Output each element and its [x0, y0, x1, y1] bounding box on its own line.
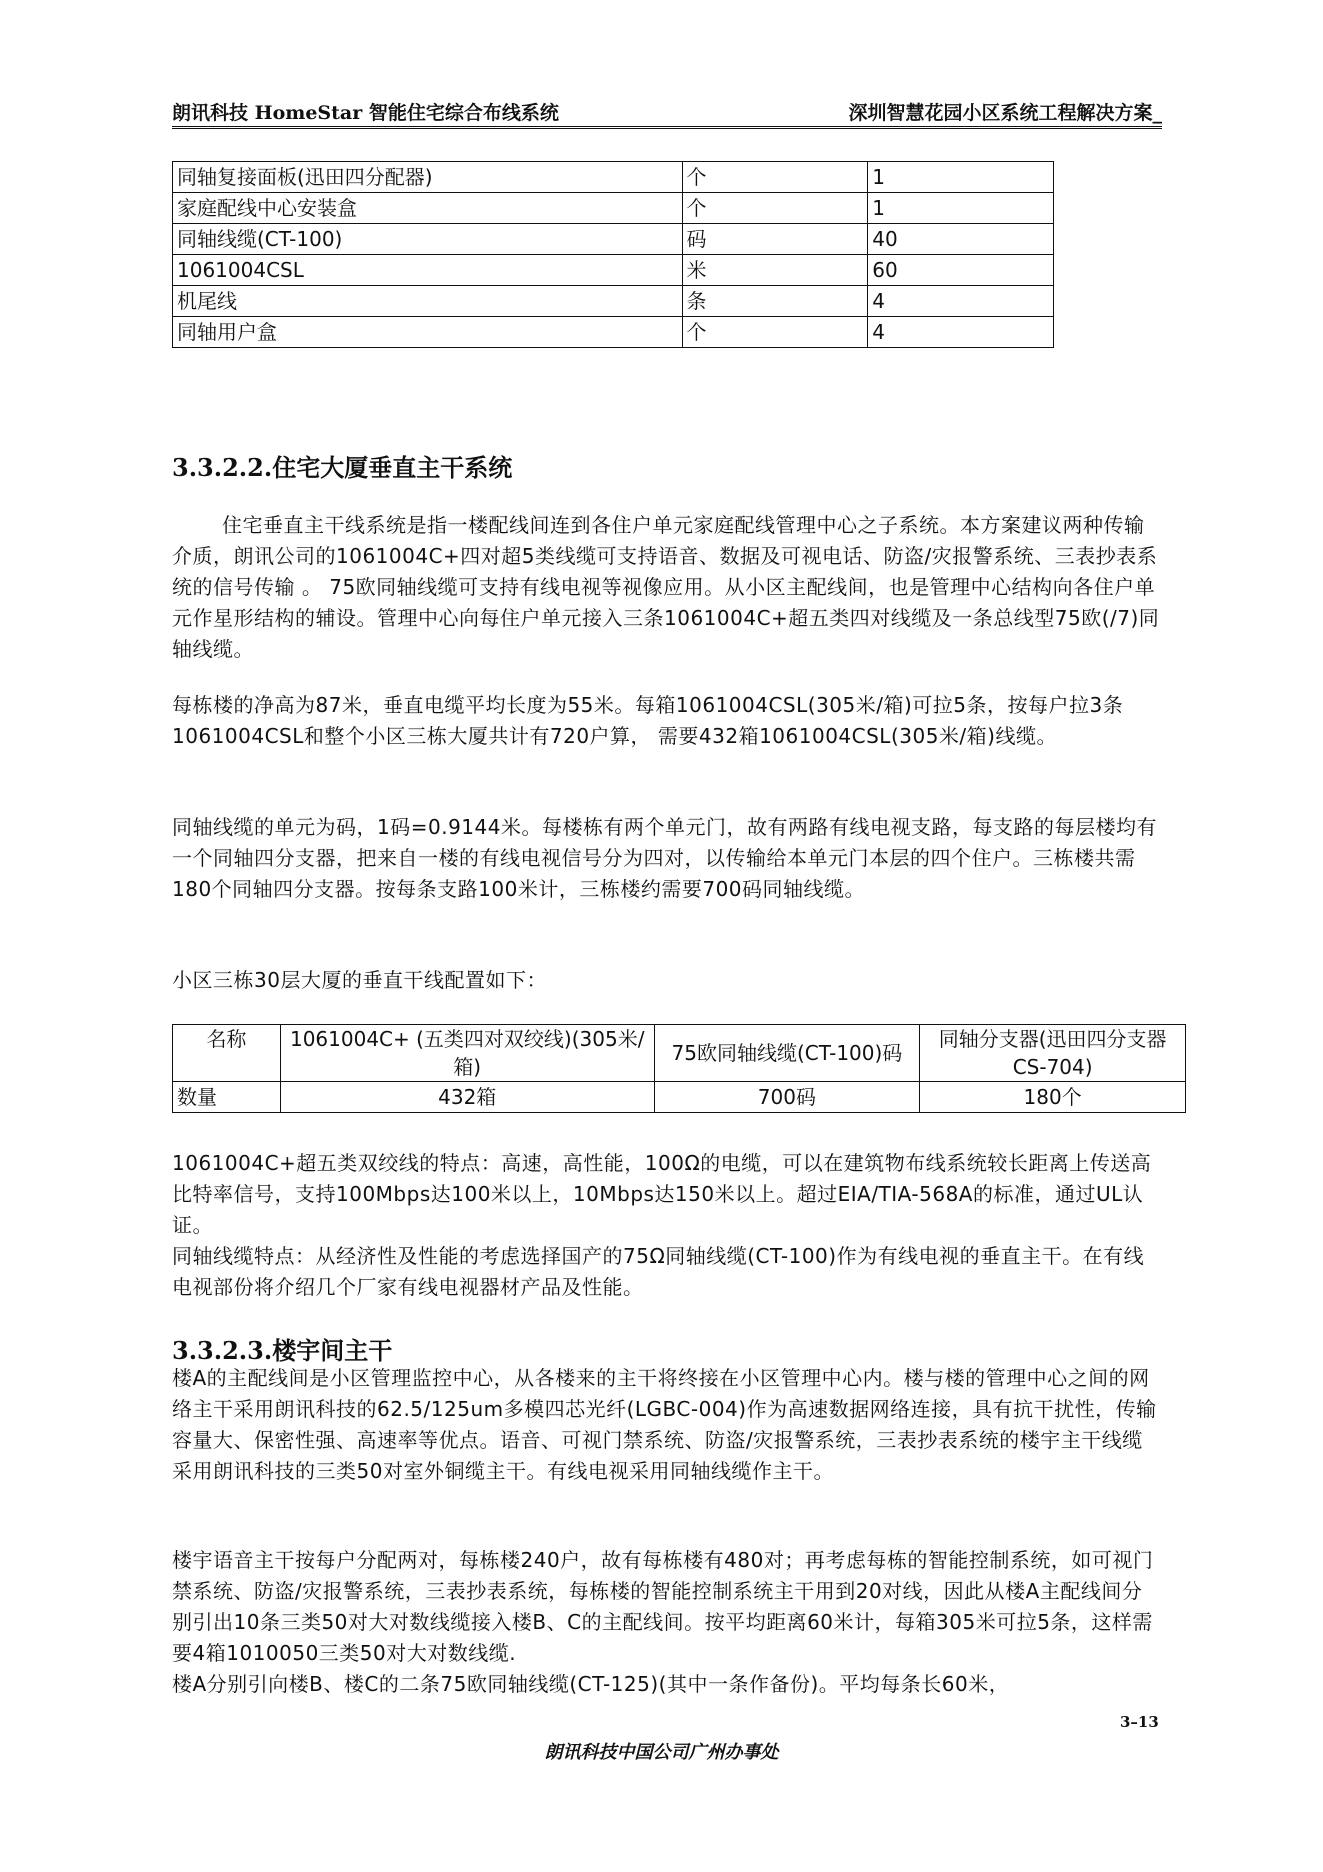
table-row [173, 1082, 1186, 1113]
table-cell: 432箱 [280, 1082, 654, 1113]
table-header-row [173, 1025, 1186, 1082]
table-row [173, 317, 1054, 348]
table-cell: 条 [682, 286, 868, 317]
materials-table-body [173, 162, 1054, 348]
paragraph-main-distribution: 楼A的主配线间是小区管理监控中心，从各楼来的主干将终接在小区管理中心内。楼与楼的管理中心之间的网络主干采用朗讯科技的62.5/125um多模四芯光纤(LGBC-004)作为高速数据网络连接，具有抗干扰性，传输容量大、保密性强、高速率等优点。语音、可视门禁系统、防盗/灾报警系统，三表抄表系统的楼宇主干线缆采用朗讯科技的三类50对室外铜缆主干。有线电视采用同轴线缆作主干。 [172, 1366, 1157, 1483]
section-heading-inter-building: 3.3.2.3.楼宇间主干 [172, 1336, 393, 1365]
table-cell: 1 [868, 162, 1054, 193]
header-left-title: 朗讯科技 HomeStar 智能住宅综合布线系统 [172, 102, 559, 124]
table-cell: 个 [682, 193, 868, 224]
table-cell: 180个 [920, 1082, 1186, 1113]
table-cell: 家庭配线中心安装盒 [173, 193, 683, 224]
table-cell: 同轴分支器(迅田四分支器 CS-704) [920, 1025, 1186, 1082]
table-cell: 个 [682, 317, 868, 348]
paragraph-coax-backbone: 楼A分别引向楼B、楼C的二条75欧同轴线缆(CT-125)(其中一条作备份)。平均每条长60米， [172, 1672, 1010, 1696]
table-cell: 同轴线缆(CT-100) [173, 224, 683, 255]
table-row [173, 224, 1054, 255]
table-cell: 同轴用户盒 [173, 317, 683, 348]
page-header [172, 92, 1162, 129]
paragraph-coax-features: 同轴线缆特点：从经济性及性能的考虑选择国产的75Ω同轴线缆(CT-100)作为有线电视的垂直主干。在有线电视部份将介绍几个厂家有线电视器材产品及性能。 [172, 1244, 1145, 1299]
table-cell: 1061004CSL [173, 255, 683, 286]
paragraph-voice-backbone: 楼宇语音主干按每户分配两对，每栋楼240户，故有每栋楼有480对；再考虑每栋的智能控制系统，如可视门禁系统、防盗/灾报警系统，三表抄表系统，每栋楼的智能控制系统主干用到20对线，因此从楼A主配线间分别引出10条三类50对大对数线缆接入楼B、C的主配线间。按平均距离60米计，每箱305米可拉5条，这样需要4箱1010050三类50对大对数线缆. [172, 1548, 1154, 1665]
page-number: 3–13 [1120, 1713, 1159, 1731]
table-cell: 同轴复接面板(迅田四分配器) [173, 162, 683, 193]
table-cell: 60 [868, 255, 1054, 286]
section-heading-vertical-backbone: 3.3.2.2.住宅大厦垂直主干系统 [172, 453, 513, 482]
paragraph-coax: 同轴线缆的单元为码，1码=0.9144米。每楼栋有两个单元门，故有两路有线电视支路，每支路的每层楼均有一个同轴四分支器，把来自一楼的有线电视信号分为四对，以传输给本单元门本层的四个住户。三栋楼共需180个同轴四分支器。按每条支路100米计，三栋楼约需要700码同轴线缆。 [172, 815, 1157, 901]
table-cell: 名称 [173, 1025, 281, 1082]
header-right-title: 深圳智慧花园小区系统工程解决方案_ [848, 102, 1162, 124]
table-cell: 个 [682, 162, 868, 193]
paragraph-cat5e-features: 1061004C+超五类双绞线的特点：高速，高性能，100Ω的电缆，可以在建筑物布线系统较长距离上传送高比特率信号，支持100Mbps达100米以上，10Mbps达150米以上。超过EIA/TIA-568A的标准，通过UL认证。 [172, 1151, 1152, 1237]
table-cell: 数量 [173, 1082, 281, 1113]
table-cell: 700码 [654, 1082, 920, 1113]
table-row [173, 162, 1054, 193]
paragraph-config-intro: 小区三栋30层大厦的垂直干线配置如下： [172, 968, 547, 992]
vertical-config-table [172, 1024, 1186, 1113]
table-cell: 40 [868, 224, 1054, 255]
paragraph-cable-length: 每栋楼的净高为87米，垂直电缆平均长度为55米。每箱1061004CSL(305米/箱)可拉5条，按每户拉3条1061004CSL和整个小区三栋大厦共计有720户算， 需要432箱1061004CSL(305米/箱)线缆。 [172, 693, 1124, 748]
table-cell: 机尾线 [173, 286, 683, 317]
table-cell: 1 [868, 193, 1054, 224]
paragraph-vertical-intro: 住宅垂直主干线系统是指一楼配线间连到各住户单元家庭配线管理中心之子系统。本方案建议两种传输介质，朗讯公司的1061004C+四对超5类线缆可支持语音、数据及可视电话、防盗/灾报警系统、三表抄表系统的信号传输 。 75欧同轴线缆可支持有线电视等视像应用。从小区主配线间，也是管理中心结构向各住户单元作星形结构的辅设。管理中心向每住户单元接入三条1061004C+超五类四对线缆及一条总线型75欧(/7)同轴线缆。 [172, 513, 1160, 661]
materials-table [172, 161, 1054, 348]
table-row [173, 193, 1054, 224]
table-cell: 米 [682, 255, 868, 286]
table-row [173, 286, 1054, 317]
table-cell: 4 [868, 317, 1054, 348]
table-cell: 码 [682, 224, 868, 255]
table-cell: 75欧同轴线缆(CT-100)码 [654, 1025, 920, 1082]
page-footer: 朗讯科技中国公司广州办事处 [544, 1742, 779, 1763]
table-row [173, 255, 1054, 286]
table-cell: 1061004C+ (五类四对双绞线)(305米/箱) [280, 1025, 654, 1082]
table-cell: 4 [868, 286, 1054, 317]
